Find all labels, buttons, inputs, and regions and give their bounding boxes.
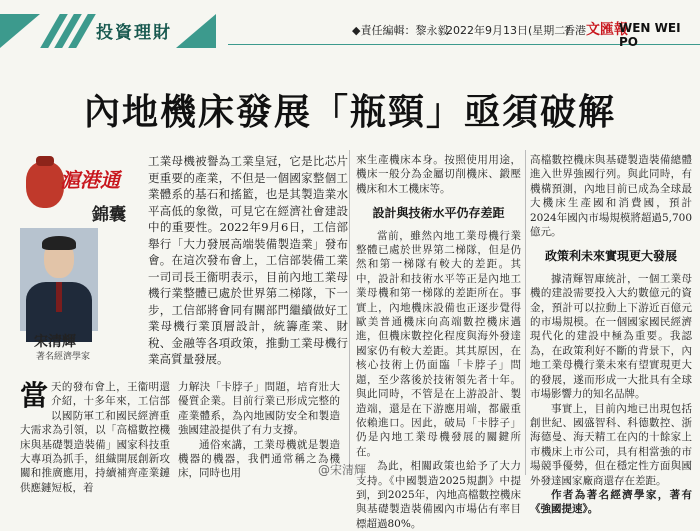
article-column-4 (530, 153, 692, 516)
col3-para-3: 為此，相關政策也給予了大力支持。《中國製造2025規劃》中提到，到2025年，內地高檔數控機床與基礎製造裝備國內市場佔有率目標超過80%。 (356, 460, 521, 530)
headline: 內地機床發展「瓶頸」亟須破解 (83, 92, 616, 133)
editor-credit: ◆責任編輯：黎永毅 (352, 24, 449, 37)
author-photo (20, 228, 98, 331)
col4-para-1: 高檔數控機床與基礎製造裝備總體進入世界強國行列。與此同時，有機構預測，內地目前已成為全球最大機床生產國和消費國，預計2024年國內市場規模將超過5,700億元。 (530, 154, 692, 239)
region-label: 香港 (564, 24, 586, 37)
col1-text: 天的發布會上，王衞明還介紹，十多年來，工信部以國防軍工和國民經濟重大需求為引領，以「高檔數控機床與基礎製造裝備」國家科技重大專項為抓手，組織開展創新攻關和推廣應用，持續補齊產業鏈供應鏈短板，着 (20, 381, 170, 494)
author-note: 作者為著名經濟學家，著有《強國提速》。 (530, 488, 692, 516)
header-decoration-left (0, 14, 40, 48)
header-decoration-right (176, 14, 216, 48)
col3-para-2: 當前，雖然內地工業母機行業整體已處於世界第二梯隊，但是仍然和第一梯隊有較大的差距。其中，設計和技術水平等正是內地工業母機和第一梯隊的差距所在。事實上，內地機床設備也正逐步覺得歐美普通機床向高端數控機床邁進，但機床數控化程度與海外發達國家仍有較大差距。其其原因，在核心技術上仍面臨「卡脖子」問題，至少落後於技術領先者十年。與此同時，不管是在上游設計、製造端，還是在下游應用端，都嚴重依賴進口。因此，破局「卡脖子」仍是內地工業母機發展的關鍵所在。 (356, 229, 521, 458)
column-divider (525, 150, 526, 475)
watermark: @宋清輝 (318, 463, 367, 477)
article-column-3 (356, 153, 521, 530)
author-name: 宋清輝 (34, 334, 76, 350)
drop-cap: 當 (20, 379, 49, 412)
paper-logo: 文匯報 (586, 22, 628, 38)
column-subname: 錦囊 (92, 205, 126, 225)
col2-para-1: 力解決「卡脖子」問題，培育壯大優質企業。目前行業已形成完整的產業體系，為內地國防安全和製造強國建設提供了有力支撐。 (178, 381, 340, 437)
column-name: 滬港通 (60, 168, 120, 192)
article-column-1 (20, 379, 170, 494)
lead-paragraph: 工業母機被譽為工業皇冠，它是比芯片更重要的產業，不但是一個國家整個工業體系的基石和搖籃，也是其製造業水平高低的象徵，可見它在經濟社會建設中的重要性。2022年9月6日，工信部舉行「大力發展高端裝備製造業」發布會。在這次發布會上，工信部裝備工業一司司長王衞明表示，目前內地工業母機行業整體已處於世界第二梯隊，下一步，工信部將會同有關部門繼續做好工業母機行業頂層設計，統籌產業、財稅、金融等各項政策，推動工業母機行業高質量發展。 (148, 154, 348, 366)
author-hair (42, 236, 76, 250)
col4-para-2: 據清輝智庫統計，一個工業母機的建設需要投入大約數億元的資金，預計可以拉動上下游近百億元的市場規模。在一個國家國民經濟現代化的建設中極為重要。我認為，在政策利好不斷的背景下，內地工業母機行業未來有望實現更大的發展，遂而形成一大批具有全球市場影響力的知名品牌。 (530, 272, 692, 401)
author-tie (56, 282, 62, 312)
article-column-2 (178, 380, 340, 480)
col2-para-2: 通俗來講，工業母機就是製造機器的機器，我們通常稱之為機床，同時也用 (178, 438, 340, 480)
money-bag-icon (26, 162, 64, 208)
issue-date: 2022年9月13日(星期二) (446, 24, 570, 37)
col3-para-1: 來生產機床本身。按照使用用途，機床一般分為金屬切削機床、鍛壓機床和木工機床等。 (356, 154, 521, 195)
col4-para-3: 事實上，目前內地已出現包括創世紀、國盛智科、科德數控、浙海德曼、海天精工在內的十餘家上市機床上市公司，具有相當強的市場競爭優勢，但在穩定性方面與國外發達國家廠商還存在差距。 (530, 402, 692, 487)
subheading-policy: 政策利未來實現更大發展 (544, 249, 677, 264)
column-divider (349, 150, 350, 475)
paper-logo-en: WEN WEI PO (619, 21, 681, 49)
subheading-design-gap: 設計與技術水平仍存差距 (372, 206, 505, 221)
section-title: 投資理財 (96, 23, 172, 43)
author-title: 著名經濟學家 (36, 352, 91, 362)
